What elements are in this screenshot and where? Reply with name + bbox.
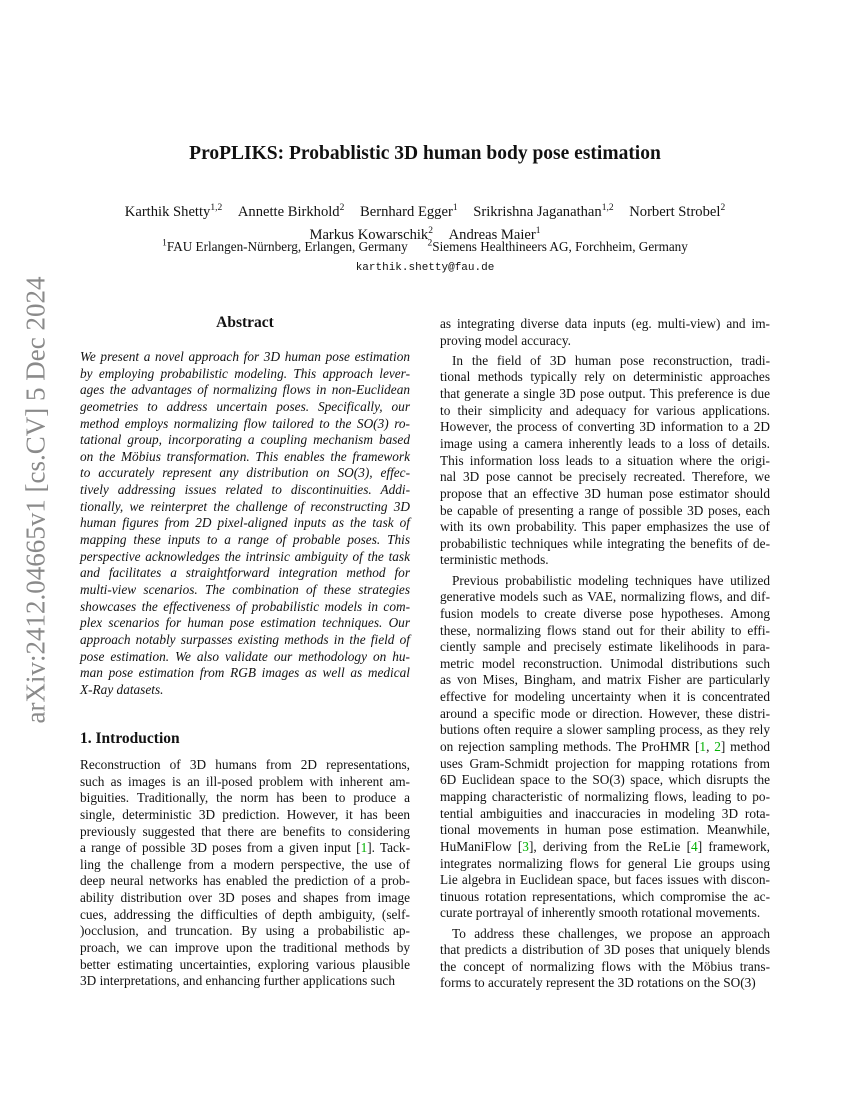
text-line: to their simplicity and adequacy for various applications. [440,402,770,418]
text-line: tional methods typically rely on deterministic approaches [440,369,770,385]
author-name: Markus Kowarschik [309,226,429,243]
author-line-1 [0,199,850,222]
text-line: forms to accurately represent the 3D rotations on the SO(3) [440,975,756,991]
text-line: metric model reconstruction. Unimodal distributions such [440,655,770,671]
text-line: tional movements in human pose estimation. Meanwhile, [440,822,770,838]
text-line: proach, we can improve upon the traditional methods by [80,940,410,956]
citation-link[interactable]: 2 [714,739,721,755]
text-line: that predicts a distribution of 3D poses that uniquely blends [440,942,770,958]
text-line: man pose estimation from RGB images as well as medical [80,665,410,681]
text-line: single, deterministic 3D prediction. However, it has been [80,806,410,822]
text-line: these, normalizing flows stand out for their ability to effi- [440,622,770,638]
affiliation-marker: 2 [339,203,345,213]
text-line: such as images is an ill-posed problem with inherent am- [80,773,410,789]
affiliation-number: 1 [162,239,167,249]
citation-link[interactable]: 3 [522,838,529,854]
author [125,204,222,220]
introduction-body [80,757,410,990]
text-line: image using a camera inherently leads to a loss of details. [440,435,770,451]
author [473,204,613,220]
text-line: on the Möbius transformation. This enables the framework [80,448,410,464]
affiliation [427,239,687,254]
text-line: as integrating diverse data inputs (eg. multi-view) and im- [440,316,770,331]
text-line: effective for modeling uncertainty when it is concentrated [440,689,770,705]
paragraph [80,349,410,698]
paragraph [80,757,410,990]
text-line: on rejection sampling methods. The ProHMR [1, 2] method [440,739,770,755]
author-name: Srikrishna Jaganathan [473,203,602,220]
affiliation-text: Siemens Healthineers AG, Forchheim, Germany [432,239,688,255]
text-line: HuManiFlow [3], deriving from the ReLie [4] framework, [440,838,770,854]
paragraph [440,926,770,993]
text-line: multi-view scenarios. The combination of these strategies [80,581,410,597]
text-line: Lie algebra in Euclidean space, but faces issues with discon- [440,872,770,888]
text-line: To address these challenges, we propose an approach [452,925,770,941]
citation-link[interactable]: 1 [360,840,368,856]
introduction-heading: 1. Introduction [80,730,180,747]
text-line: )occlusion, and truncation. By using a probabilistic ap- [80,923,410,939]
text-line: uses Gram-Schmidt projection for mapping rotations from [440,755,770,771]
text-line: butions often require a slower sampling process, as they rely [440,722,770,738]
text-line: In the field of 3D human pose reconstruction, tradi- [452,352,770,368]
author-list [0,199,850,245]
text-line: geometries to address uncertain poses. Specifically, our [80,398,410,414]
abstract-body [80,349,410,698]
text-line: Reconstruction of 3D humans from 2D representations, [80,757,410,772]
text-line: plex scenarios for human pose estimation techniques. Our [80,615,410,631]
text-line: with its own probability. This paper emphasizes the use of [440,519,770,535]
citation-link[interactable]: 4 [691,838,698,854]
text-line: tential ambiguities and inaccuracies in modeling 3D rota- [440,805,770,821]
text-line: biguities. Traditionally, the norm has been to produce a [80,790,410,806]
text-line: ability distribution over 3D poses and shapes from image [80,890,410,906]
arxiv-identifier-stamp: arXiv:2412.04665v1 [cs.CV] 5 Dec 2024 [20,276,51,724]
text-line: This information loss leads to a situation where the origi- [440,452,770,468]
text-line: be capable of presenting a range of possible 3D poses, each [440,502,770,518]
text-line: around a specific mode or direction. However, these distri- [440,705,770,721]
abstract-heading: Abstract [216,314,274,331]
author [629,204,725,220]
text-line: We present a novel approach for 3D human pose estimation [80,349,410,364]
text-line: ages the advantages of normalizing flows in non-Euclidean [80,382,410,398]
paper-title: ProPLIKS: Probablistic 3D human body pose estimation [189,143,661,164]
affiliation-marker: 2 [720,203,726,213]
text-line: and facilitates a straightforward integration method for [80,565,410,581]
affiliation-marker: 1,2 [601,203,614,213]
contact-email[interactable]: karthik.shetty@fau.de [355,262,495,274]
right-column-body [440,316,770,992]
text-line: the concept of normalizing flows with the Möbius trans- [440,958,770,974]
text-line: X-Ray datasets. [80,681,164,697]
author-name: Bernhard Egger [360,203,453,220]
text-line: terministic methods. [440,552,549,568]
text-line: pose estimation. We also validate our methodology on hu- [80,648,410,664]
text-line: better estimating uncertainties, exploring various plausible [80,956,410,972]
author [238,204,345,220]
paragraph [440,316,770,349]
author-name: Annette Birkhold [237,203,340,220]
text-line: approach notably surpasses existing methods in the field of [80,631,410,647]
text-line: method employs normalizing flow tailored to the SO(3) ro- [80,415,410,431]
text-line: a range of possible 3D poses from a given input [1]. Tack- [80,840,410,856]
affiliation-marker: 1 [452,203,458,213]
author-name: Karthik Shetty [124,203,211,220]
text-line: tionally, we reinterpret the challenge of reconstructing 3D [80,498,410,514]
affiliation [162,239,408,254]
text-line: as von Mises, Bingham, and matrix Fisher are particularly [440,672,770,688]
text-line: cues, addressing the difficulties of depth ambiguity, (self- [80,906,410,922]
affiliation-marker: 1 [535,225,541,236]
text-line: proving model accuracy. [440,332,571,348]
text-line: 6D Euclidean space to the SO(3) space, which disrupts the [440,772,770,788]
text-line: probabilistic techniques while integrating the benefits of de- [440,535,770,551]
text-line: by employing probabilistic modeling. This approach lever- [80,365,410,381]
text-line: ciently sample and precisely estimate likelihoods in para- [440,639,770,655]
text-line: mapping characteristic of normalizing flows, leading to po- [440,788,770,804]
text-line: nal 3D pose cannot be precisely recreated. Therefore, we [440,469,770,485]
text-line: Previous probabilistic modeling techniques have utilized [452,572,770,588]
text-line: to accurately represent any distribution on SO(3), effec- [80,465,410,481]
author-name: Norbert Strobel [629,203,721,220]
text-line: integrates normalizing flows for general Lie groups using [440,855,770,871]
text-line: ling the challenge from a modern perspective, the use of [80,856,410,872]
text-line: fusion models to create diverse pose hypotheses. Among [440,605,770,621]
text-line: 3D interpretations, and enhancing further applications such [80,973,395,989]
text-line: curate portrayal of inherently smooth rotational movements. [440,905,761,921]
text-line: human figures from 2D pixel-aligned inputs as the task of [80,515,410,531]
text-line: tinuous rotation representations, which compromise the ac- [440,888,770,904]
text-line: However, the process of converting 3D information to a 2D [440,419,770,435]
text-line: deep neural networks has enabled the prediction of a prob- [80,873,410,889]
paragraph [440,573,770,922]
affiliation-number: 2 [427,239,433,249]
text-line: propose that an effective 3D human pose estimator should [440,485,770,501]
paragraph [440,353,770,569]
affiliation-marker: 1,2 [210,203,223,213]
text-line: mapping these inputs to a range of probable poses. This [80,532,410,548]
citation-link[interactable]: 1 [699,739,707,755]
affiliation-text: FAU Erlangen-Nürnberg, Erlangen, Germany [166,239,408,255]
text-line: previously suggested that there are benefits to considering [80,823,410,839]
text-line: tively addressing issues related to discontinuities. Addi- [80,482,410,498]
text-line: that generate a single 3D pose output. This preference is due [440,386,770,402]
text-line: showcases the effectiveness of probabilistic models in com- [80,598,410,614]
author-name: Andreas Maier [448,226,536,243]
text-line: tational group, incorporating a coupling mechanism based [80,432,410,448]
affiliations [0,239,850,255]
affiliation-marker: 2 [428,225,433,236]
text-line: perspective acknowledges the intrinsic ambiguity of the task [80,548,410,564]
author [360,204,458,220]
text-line: generative models such as VAE, normalizing flows, and dif- [440,589,770,605]
